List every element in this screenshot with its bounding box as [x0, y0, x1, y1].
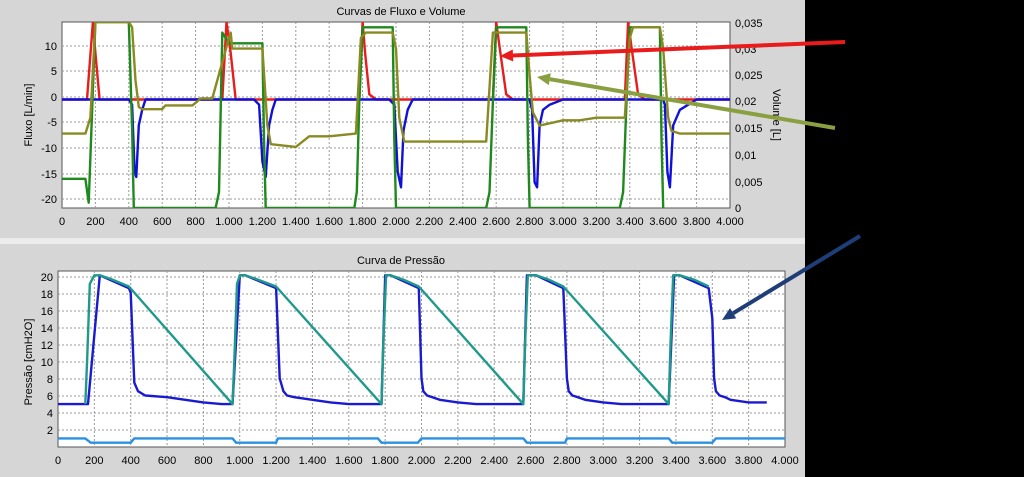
- pressure-y-tick-label: 12: [40, 340, 53, 352]
- pressure-x-tick-label: 200: [85, 455, 104, 467]
- pressure-x-tick-label: 2.400: [480, 455, 508, 467]
- pressure-y-tick-label: 10: [40, 357, 53, 369]
- flow-volume-y2-tick-label: 0,035: [735, 18, 763, 30]
- pressure-x-tick-label: 3.600: [698, 455, 727, 467]
- flow-volume-x-tick-label: 800: [186, 216, 205, 228]
- flow-volume-x-tick-label: 4.000: [716, 216, 744, 228]
- pressure-x-tick-label: 400: [121, 455, 140, 467]
- flow-volume-x-tick-label: 1.200: [248, 216, 277, 228]
- volume-axis-label: Volume [L]: [770, 89, 782, 141]
- flow-volume-y-tick-label: 0: [50, 92, 57, 104]
- flow-volume-y-tick-label: 10: [44, 41, 57, 53]
- pressure-y-tick-label: 8: [46, 374, 53, 386]
- pressure-x-tick-label: 3.400: [662, 455, 690, 467]
- flow-volume-x-tick-label: 1.600: [315, 216, 343, 228]
- flow-volume-y2-tick-label: 0,015: [735, 123, 763, 135]
- flow-volume-y2-tick-label: 0: [735, 203, 742, 215]
- flow-volume-x-tick-label: 2.200: [415, 216, 444, 228]
- pressure-x-tick-label: 0: [54, 455, 62, 467]
- flow-volume-x-tick-label: 3.000: [549, 216, 577, 228]
- flow-volume-x-tick-label: 200: [86, 216, 105, 228]
- flow-volume-x-tick-label: 400: [119, 216, 138, 228]
- pressure-x-tick-label: 2.000: [407, 455, 436, 467]
- flow-axis-label: Fluxo [L/min]: [23, 83, 35, 147]
- pressure-x-tick-label: 1.600: [335, 455, 363, 467]
- pressure-x-tick-label: 800: [194, 455, 213, 467]
- pressure-x-tick-label: 2.600: [516, 455, 545, 467]
- flow-volume-y-tick-label: -15: [41, 169, 57, 181]
- flow-volume-y-tick-label: -5: [47, 117, 57, 129]
- pressure-chart: [23, 255, 799, 467]
- flow-volume-x-tick-label: 2.800: [515, 216, 544, 228]
- pressure-x-tick-label: 600: [157, 455, 177, 467]
- flow-volume-x-tick-label: 3.200: [582, 216, 611, 228]
- flow-volume-y-tick-label: -10: [41, 143, 57, 155]
- flow-volume-x-tick-label: 0: [58, 216, 66, 228]
- pressure-y-tick-label: 2: [46, 425, 53, 437]
- pressure-x-tick-label: 1.400: [298, 455, 327, 467]
- flow-volume-x-tick-label: 1.000: [215, 216, 243, 228]
- flow-volume-title: Curvas de Fluxo e Volume: [336, 6, 466, 18]
- flow-volume-chart: [23, 6, 782, 228]
- pressure-y-tick-label: 14: [40, 323, 53, 335]
- pressure-x-tick-label: 3.000: [589, 455, 618, 467]
- flow-volume-y2-tick-label: 0,005: [735, 177, 763, 189]
- flow-volume-x-tick-label: 3.800: [682, 216, 711, 228]
- pressure-x-tick-label: 4.000: [771, 455, 799, 467]
- flow-volume-x-tick-label: 1.800: [348, 216, 377, 228]
- flow-volume-y2-tick-label: 0,025: [735, 70, 763, 82]
- flow-volume-y2-tick-label: 0,01: [735, 150, 757, 162]
- pressure-x-tick-label: 3.200: [625, 455, 654, 467]
- flow-volume-x-tick-label: 3.400: [616, 216, 644, 228]
- flow-volume-y2-tick-label: 0,03: [735, 44, 757, 56]
- pressure-y-tick-label: 20: [40, 272, 53, 284]
- flow-volume-x-tick-label: 1.400: [282, 216, 310, 228]
- pressure-y-tick-label: 18: [40, 289, 53, 301]
- pressure-x-tick-label: 1.200: [262, 455, 290, 467]
- pressure-x-tick-label: 2.200: [444, 455, 472, 467]
- pressure-y-tick-label: 16: [40, 306, 53, 318]
- flow-volume-y-tick-label: 5: [50, 66, 57, 78]
- flow-volume-x-tick-label: 600: [153, 216, 172, 228]
- flow-volume-y-tick-label: -20: [41, 194, 57, 206]
- pressure-x-tick-label: 1.000: [225, 455, 254, 467]
- pressure-x-tick-label: 2.800: [553, 455, 581, 467]
- pressure-y-tick-label: 4: [46, 408, 53, 420]
- pressure-y-tick-label: 6: [46, 391, 53, 403]
- flow-volume-x-tick-label: 2.000: [382, 216, 410, 228]
- flow-volume-x-tick-label: 2.600: [482, 216, 510, 228]
- flow-volume-x-tick-label: 2.400: [449, 216, 477, 228]
- pressure-axis-label: Pressão [cmH2O]: [23, 318, 35, 406]
- flow-volume-x-tick-label: 3.600: [649, 216, 677, 228]
- flow-volume-y2-tick-label: 0,02: [735, 96, 757, 108]
- pressure-x-tick-label: 1.800: [371, 455, 399, 467]
- pressure-title: Curva de Pressão: [356, 255, 446, 267]
- pressure-x-tick-label: 3.800: [734, 455, 763, 467]
